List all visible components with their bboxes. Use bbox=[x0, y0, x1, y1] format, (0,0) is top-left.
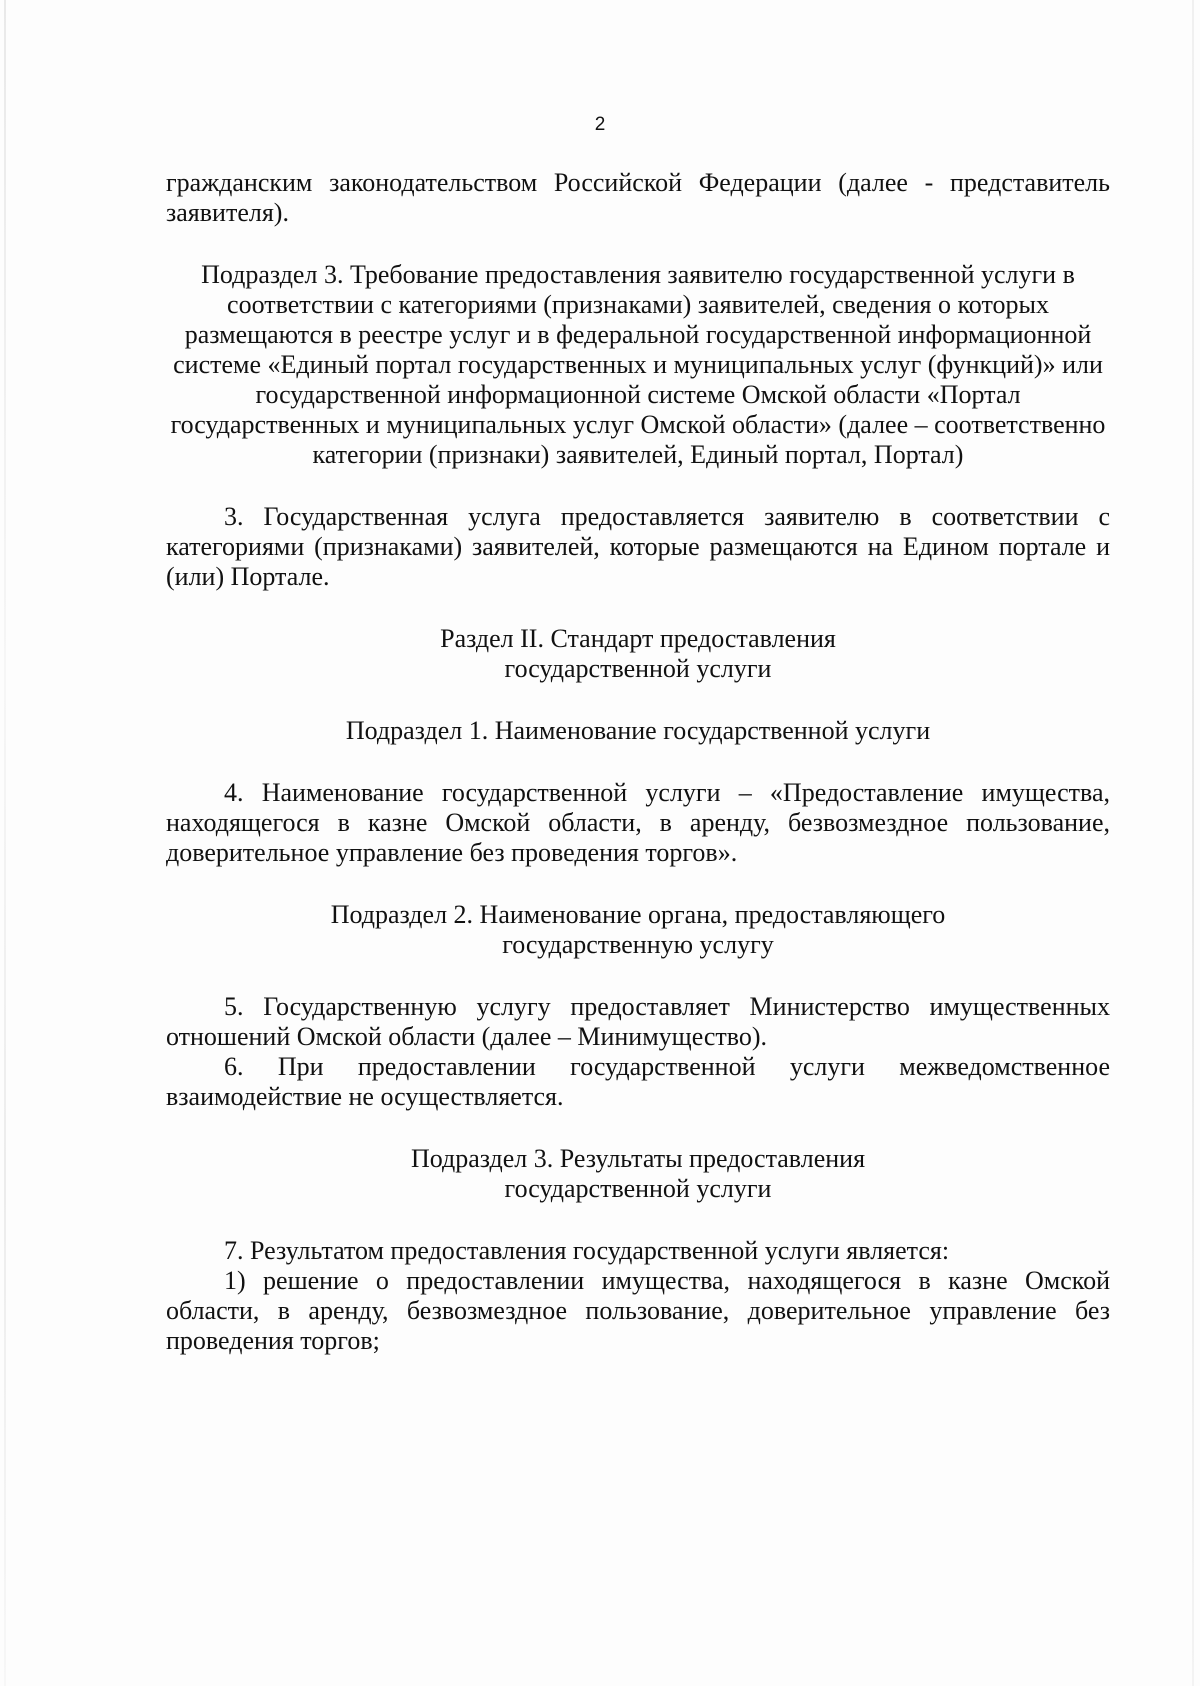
subsection-heading-3-results-line-1: Подраздел 3. Результаты предоставления bbox=[410, 1144, 866, 1173]
paragraph-3: 3. Государственная услуга предоставляется заявителю в соответствии с категориями (признаками) заявителей, которые размещаются на Едином портале и (или) Портале. bbox=[166, 502, 1110, 591]
section-heading-2-line-2: государственной услуги bbox=[504, 654, 772, 683]
section-heading-2 bbox=[166, 624, 1110, 684]
paragraph-7-item-1: 1) решение о предоставлении имущества, находящегося в казне Омской области, в аренду, безвозмездное пользование, доверительное управление без проведения торгов; bbox=[166, 1266, 1110, 1355]
paragraph-intro: гражданским законодательством Российской Федерации (далее - представитель заявителя). bbox=[166, 168, 1110, 227]
subsection-heading-2-line-2: государственную услугу bbox=[502, 930, 774, 959]
paragraph-4: 4. Наименование государственной услуги – «Предоставление имущества, находящегося в казне Омской области, в аренду, безвозмездное пользование, доверительное управление без проведения торгов». bbox=[166, 778, 1110, 867]
subsection-heading-3-results-line-2: государственной услуги bbox=[504, 1174, 772, 1203]
subsection-heading-3-results bbox=[166, 1144, 1110, 1204]
page-number: 2 bbox=[594, 114, 606, 135]
subsection-heading-1: Подраздел 1. Наименование государственной услуги bbox=[345, 716, 931, 745]
section-heading-2-line-1: Раздел II. Стандарт предоставления bbox=[440, 624, 836, 653]
paragraph-6: 6. При предоставлении государственной услуги межведомственное взаимодействие не осуществляется. bbox=[166, 1052, 1110, 1111]
scan-edge-left bbox=[4, 0, 6, 1686]
subsection-heading-requirement: Подраздел 3. Требование предоставления заявителю государственной услуги в соответствии с категориями (признаками) заявителей, сведения о которых размещаются в реестре услуг и в федеральной государственной информационной системе «Единый портал государственных и муниципальных услуг (функций)» или государственной информационной системе Омской области «Портал государственных и муниципальных услуг Омской области» (далее – соответственно категории (признаки) заявителей, Единый портал, Портал) bbox=[170, 260, 1106, 469]
subsection-heading-2 bbox=[166, 900, 1110, 960]
scan-edge-right bbox=[1192, 0, 1194, 1686]
paragraph-7: 7. Результатом предоставления государственной услуги является: bbox=[224, 1236, 950, 1265]
subsection-heading-2-line-1: Подраздел 2. Наименование органа, предоставляющего bbox=[330, 900, 946, 929]
paragraph-5: 5. Государственную услугу предоставляет Министерство имущественных отношений Омской области (далее – Минимущество). bbox=[166, 992, 1110, 1051]
document-body bbox=[166, 168, 1110, 1356]
